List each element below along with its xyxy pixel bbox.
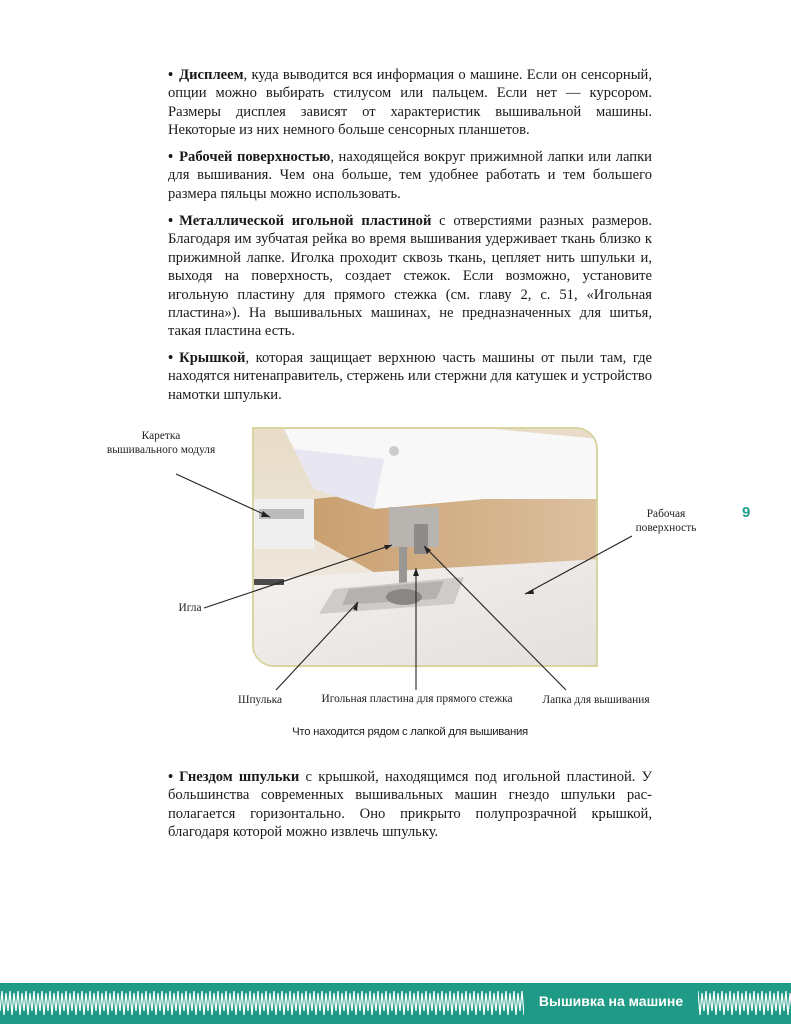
paragraph-display xyxy=(168,66,652,140)
paragraph-text: с отверстиями разных размеров. Благодаря им зубчатая рейка во время вышивания удерживает ткань близко к прижимной лапке. Иголка проходит сквозь ткань, цепляет нить шпульки и, выходя на поверхность, создает стежок. Если возможно, установите игольную пластину для прямого стежка (см. главу 2, с. 51, «Игольная пластина»). На вышивальных машинах, не предназначенных для шитья, такая пластина есть. xyxy=(168,213,653,340)
bullet: • xyxy=(168,213,174,229)
page-number: 9 xyxy=(742,504,751,521)
label-carriage: Каретка вышивального модуля xyxy=(106,430,216,456)
term-work-surface: Рабочей поверхностью xyxy=(179,149,331,165)
label-needle-plate: Игольная пластина для прямого стежка xyxy=(321,693,513,705)
paragraph-bobbin-case xyxy=(168,768,652,842)
paragraph-needle-plate xyxy=(168,212,652,341)
footer-title: Вышивка на машине xyxy=(524,983,698,1019)
bullet: • xyxy=(168,769,174,785)
sewing-machine-photo xyxy=(252,427,598,667)
bullet: • xyxy=(168,149,174,165)
sewing-machine-illustration xyxy=(254,429,598,667)
term-cover: Крышкой xyxy=(179,350,246,366)
paragraph-work-surface xyxy=(168,148,652,203)
paragraph-cover xyxy=(168,349,652,404)
label-bobbin: Шпулька xyxy=(237,694,283,706)
term-needle-plate: Металлической игольной пластиной xyxy=(179,213,432,229)
paragraph-text: , которая защищает верхнюю часть машины от пыли там, где находятся нитенаправитель, стержень или стержни для катушек и устройство намотки шпульки. xyxy=(168,350,652,403)
paragraph-text: , куда выводится вся информация о машине. Если он сенсорный, опции можно выбирать стилусом или пальцем. Если нет — курсором. Размеры дисплея зависят от характеристик вышивальной машины. Некоторые из них немного больше сенсорных планшетов. xyxy=(168,67,652,139)
paragraph-text: , находящейся вокруг прижимной лапки или лапки для вышивания. Чем она больше, тем удобнее работать и тем большего размера пяльцы можно использовать. xyxy=(168,149,652,202)
bullet: • xyxy=(168,350,174,366)
label-embroidery-foot: Лапка для вышивания xyxy=(542,694,650,706)
label-needle: Игла xyxy=(178,602,202,614)
term-display: Дисплеем xyxy=(179,67,244,83)
bullet: • xyxy=(168,67,174,83)
paragraph-text: с крышкой, находящимся под игольной пластиной. У большинства современных вышивальных машин гнездо шпульки располагается горизонтально. Оно прикрыто полупрозрачной крышкой, благодаря которой можно извлечь шпульку. xyxy=(168,769,653,841)
term-bobbin-case: Гнездом шпульки xyxy=(179,769,300,785)
figure-caption: Что находится рядом с лапкой для вышивания xyxy=(292,726,528,738)
footer-bar xyxy=(0,983,791,1024)
label-work-surface: Рабочая поверхность xyxy=(635,508,697,534)
